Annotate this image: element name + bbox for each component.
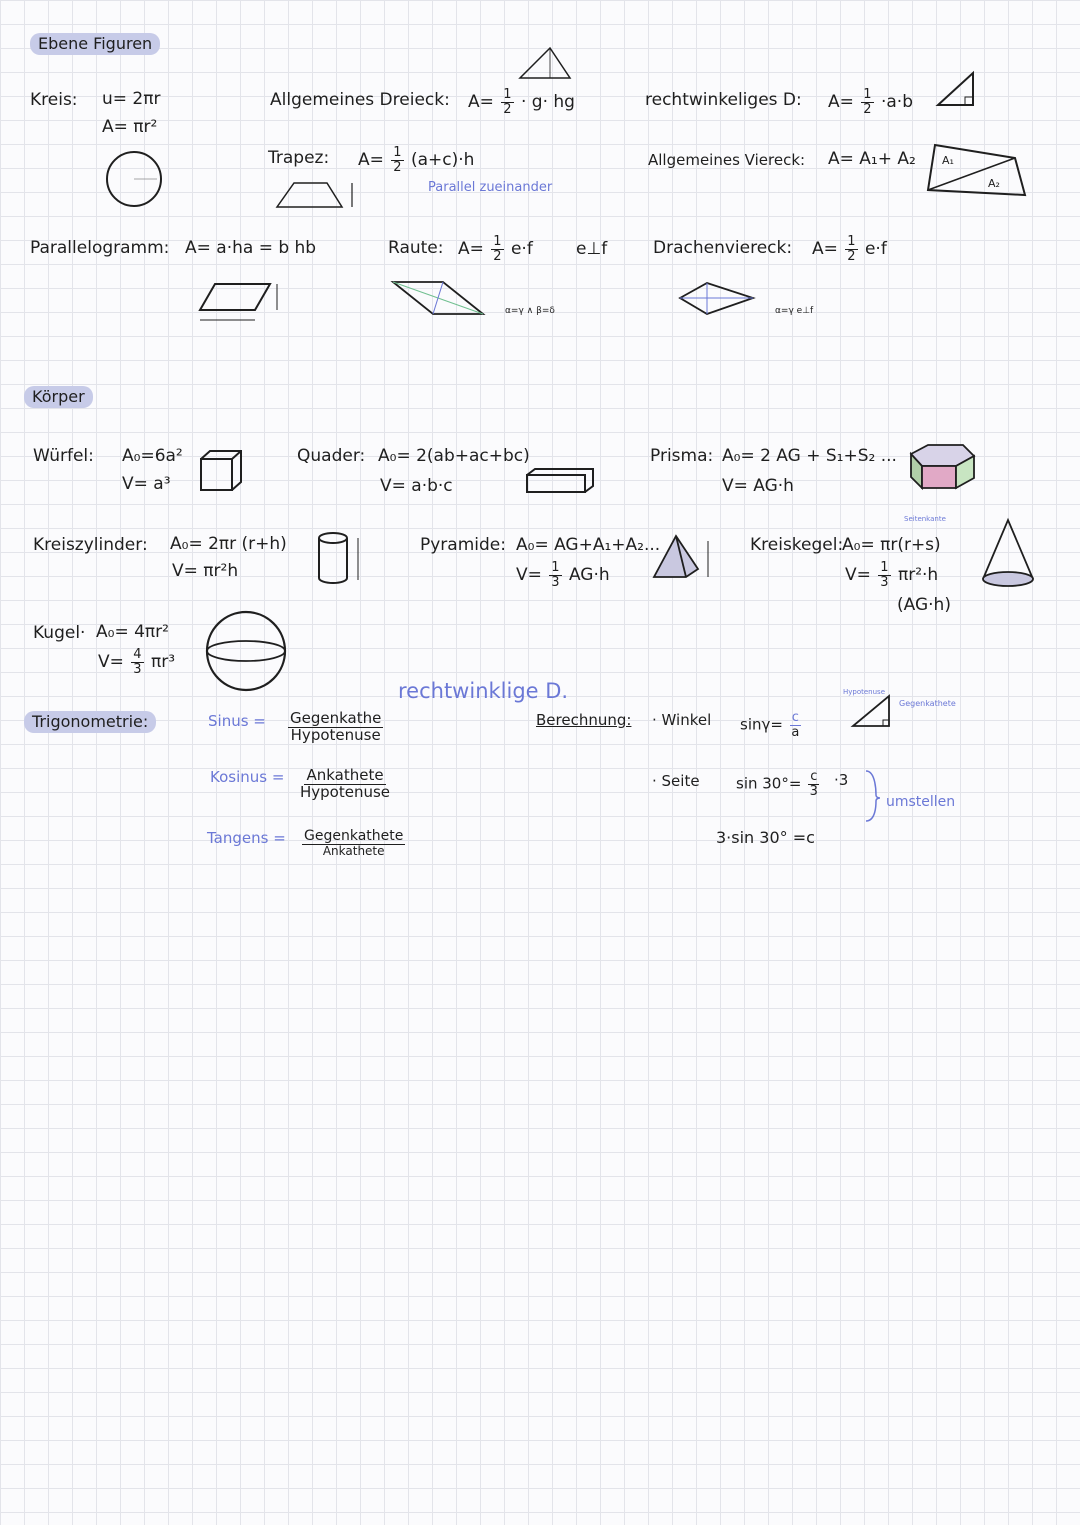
pyramide-label: Pyramide:: [420, 535, 506, 555]
raute-perp: e⊥f: [576, 239, 608, 259]
quader-label: Quader:: [297, 446, 366, 466]
viereck-a1: A₁: [942, 154, 954, 167]
cube-figure: [198, 448, 244, 494]
raute-note: α=γ ∧ β=δ: [505, 306, 555, 316]
hypotenuse-label: Hypotenuse: [843, 688, 886, 696]
kegel-label: Kreiskegel:: [750, 535, 844, 555]
pyramide-oberflaeche: A₀= AG+A₁+A₂...: [516, 535, 661, 555]
kugel-volumen: V= $\frac{4}{3}$ πr³: [98, 647, 176, 677]
kosinus-fraction: $\frac{\text{Ankathete}}{\text{Hypotenuse}}$: [300, 766, 391, 801]
zylinder-volumen: V= πr²h: [172, 561, 239, 581]
right-triangle-labeled-figure: [845, 690, 895, 730]
mult-label: ·3: [834, 771, 849, 789]
pyramide-volumen: V= $\frac{1}{3}$ AG·h: [516, 560, 610, 590]
viereck-a2: A₂: [988, 177, 1000, 190]
wuerfel-oberflaeche: A₀=6a²: [122, 446, 183, 466]
parallelogramm-label: Parallelogramm:: [30, 238, 170, 258]
cylinder-figure: [316, 530, 378, 588]
circle-figure: [105, 150, 163, 208]
prisma-label: Prisma:: [650, 446, 714, 466]
quadrilateral-figure: [925, 140, 1030, 200]
rechtwinklig-label: rechtwinkeliges D:: [645, 90, 802, 110]
prisma-oberflaeche: A₀= 2 AG + S₁+S₂ ...: [722, 446, 897, 466]
pyramid-figure: [650, 533, 712, 581]
cone-figure: [980, 517, 1036, 589]
drachen-label: Drachenviereck:: [653, 238, 793, 258]
drachen-note: α=γ e⊥f: [775, 306, 814, 316]
trapez-label: Trapez:: [268, 148, 330, 168]
drachen-formula: A= $\frac{1}{2}$ e·f: [812, 234, 887, 264]
kegel-hint: (AG·h): [897, 595, 951, 615]
sphere-figure: [204, 609, 288, 693]
trig-heading: rechtwinklige D.: [398, 679, 569, 703]
section-ebene-figuren: Ebene Figuren: [30, 33, 160, 55]
kosinus-label: Kosinus =: [210, 768, 285, 786]
prisma-volumen: V= AG·h: [722, 476, 794, 496]
wuerfel-label: Würfel:: [33, 446, 94, 466]
tangens-fraction: $\frac{\text{Gegenkathete}}{\text{Ankathete}}$: [304, 828, 404, 858]
umstellen-label: umstellen: [886, 794, 956, 810]
viereck-label: Allgemeines Viereck:: [648, 151, 806, 169]
brace-icon: [862, 768, 884, 824]
trapezoid-figure: [272, 175, 372, 215]
tangens-label: Tangens =: [207, 829, 286, 847]
rhombus-figure: [388, 272, 488, 322]
rechtwinklig-formula: A= $\frac{1}{2}$ ·a·b: [828, 87, 913, 117]
triangle-figure: [515, 45, 575, 85]
zylinder-label: Kreiszylinder:: [33, 535, 148, 555]
trapez-note: Parallel zueinander: [428, 180, 553, 195]
kreis-umfang: u= 2πr: [102, 89, 161, 109]
sinus-label: Sinus =: [208, 712, 266, 730]
prism-figure: [908, 442, 980, 492]
section-koerper: Körper: [24, 386, 93, 408]
winkel-label: · Winkel: [652, 711, 712, 729]
raute-label: Raute:: [388, 238, 444, 258]
kegel-volumen: V= $\frac{1}{3}$ πr²·h: [845, 560, 939, 590]
kreis-flaeche: A= πr²: [102, 117, 158, 137]
kugel-label: Kugel·: [33, 623, 86, 643]
quader-volumen: V= a·b·c: [380, 476, 453, 496]
kugel-oberflaeche: A₀= 4πr²: [96, 622, 169, 642]
section-trigonometrie: Trigonometrie:: [24, 711, 156, 733]
berechnung-label: Berechnung:: [536, 711, 632, 729]
viereck-formula: A= A₁+ A₂: [828, 149, 916, 169]
kegel-small-note: Seitenkante: [904, 515, 946, 523]
kreis-label: Kreis:: [30, 90, 78, 110]
right-triangle-figure: [935, 70, 977, 108]
cuboid-figure: [525, 467, 597, 495]
kegel-oberflaeche: A₀= πr(r+s): [842, 535, 941, 555]
dreieck-label: Allgemeines Dreieck:: [270, 90, 450, 110]
sin-gamma-formula: sinγ= $\frac{c}{a}$: [740, 710, 800, 740]
kite-figure: [675, 278, 760, 323]
gegenkathete-label: Gegenkathete: [899, 699, 956, 708]
wuerfel-volumen: V= a³: [122, 474, 171, 494]
zylinder-oberflaeche: A₀= 2πr (r+h): [170, 534, 287, 554]
parallelogramm-formula: A= a·ha = b hb: [185, 238, 317, 258]
parallelogram-figure: [195, 280, 290, 335]
sin30-formula: sin 30°= $\frac{c}{3}$: [736, 769, 818, 799]
quader-oberflaeche: A₀= 2(ab+ac+bc): [378, 446, 530, 466]
trapez-formula: A= $\frac{1}{2}$ (a+c)·h: [358, 145, 475, 175]
sinus-fraction: $\frac{\text{Gegenkathe}}{\text{Hypotenuse}}$: [290, 709, 382, 744]
seite-label: · Seite: [652, 772, 700, 790]
result-formula: 3·sin 30° =c: [716, 828, 815, 847]
raute-formula: A= $\frac{1}{2}$ e·f: [458, 234, 533, 264]
dreieck-formula: A= $\frac{1}{2}$ · g· hg: [468, 87, 575, 117]
